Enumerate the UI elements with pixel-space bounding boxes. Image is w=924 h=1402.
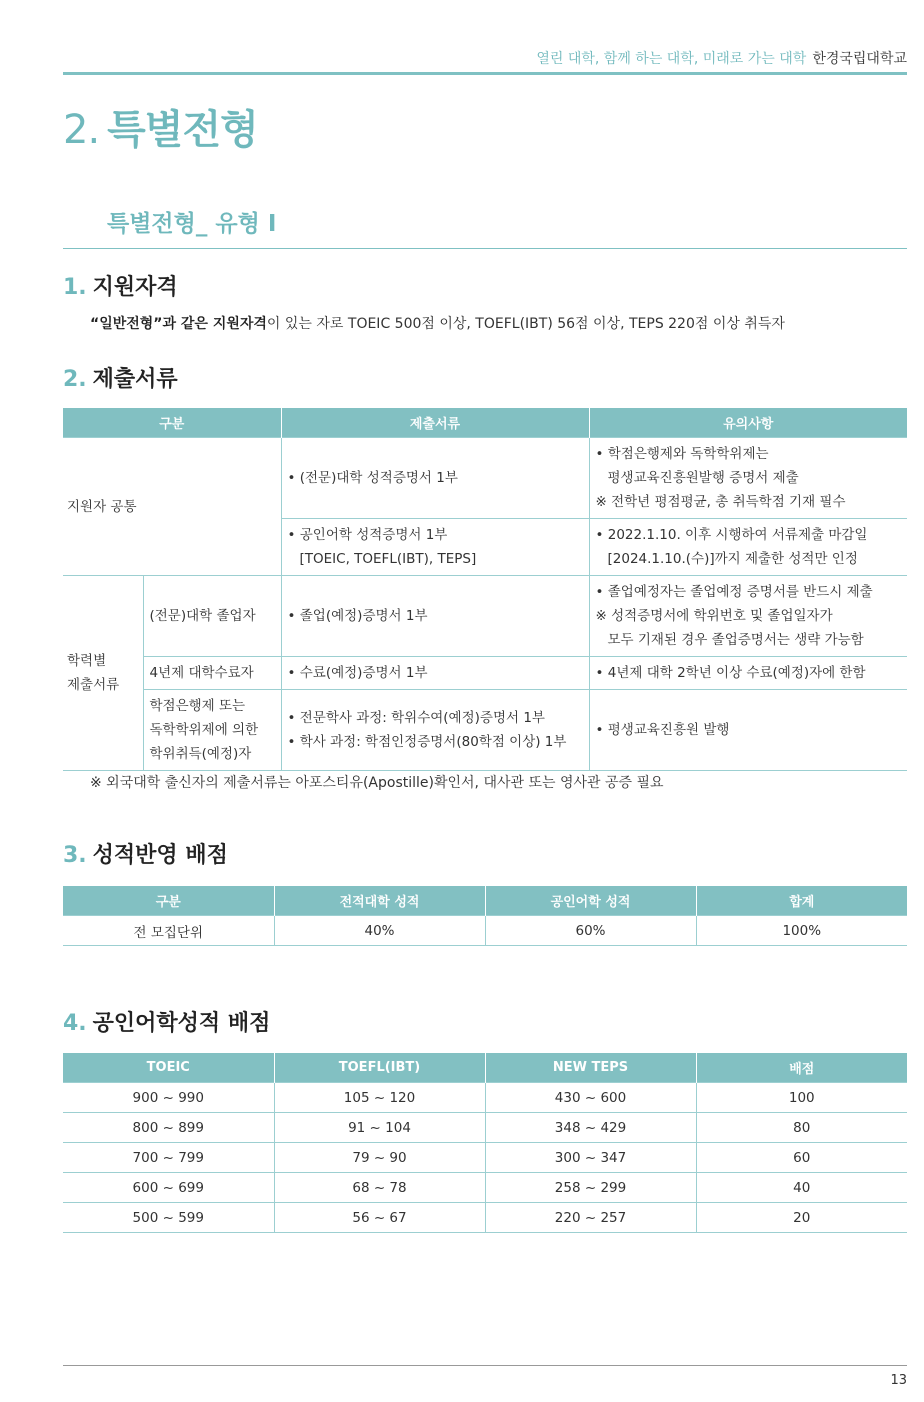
header-rule (63, 72, 907, 75)
section-2-number: 2. (63, 367, 87, 392)
table-cell: 20 (696, 1203, 907, 1233)
row-2-label: 4년제 대학수료자 (143, 657, 281, 690)
table-row (63, 1203, 907, 1233)
table-header-row (63, 1053, 907, 1083)
label-line: 학위취득(예정)자 (149, 746, 252, 762)
header-cell: 전적대학 성적 (274, 886, 485, 916)
table-cell: 40% (274, 916, 485, 946)
qualification-bold: “일반전형”과 같은 지원자격 (90, 316, 267, 332)
score-weight-table (63, 886, 907, 946)
row-3-label (143, 690, 281, 771)
chapter-name: 특별전형 (107, 107, 258, 153)
common-doc-2 (281, 519, 589, 576)
table-cell: 80 (696, 1113, 907, 1143)
row-1-label: (전문)대학 졸업자 (143, 576, 281, 657)
table-cell: 105 ~ 120 (274, 1083, 485, 1113)
common-label: 지원자 공통 (63, 438, 281, 576)
table-cell: 100 (696, 1083, 907, 1113)
footnote: ※ 외국대학 출신자의 제출서류는 아포스티유(Apostille)확인서, 대사관 또는 영사관 공증 필요 (90, 775, 664, 791)
table-cell: 500 ~ 599 (63, 1203, 274, 1233)
table-row (63, 576, 907, 657)
header-slogan (536, 48, 907, 68)
note-line: • 졸업예정자는 졸업예정 증명서를 반드시 제출 (595, 584, 873, 600)
table-cell: 60 (696, 1143, 907, 1173)
row-3-doc (281, 690, 589, 771)
note-line: ※ 전학년 평점평균, 총 취득학점 기재 필수 (595, 494, 846, 510)
common-doc-1: • (전문)대학 성적증명서 1부 (281, 438, 589, 519)
table-cell: 91 ~ 104 (274, 1113, 485, 1143)
table-cell: 79 ~ 90 (274, 1143, 485, 1173)
common-note-2 (589, 519, 907, 576)
school-name: 한경국립대학교 (812, 51, 907, 67)
section-2-heading (63, 362, 178, 393)
table-cell: 300 ~ 347 (485, 1143, 696, 1173)
table-cell: 430 ~ 600 (485, 1083, 696, 1113)
table-cell: 900 ~ 990 (63, 1083, 274, 1113)
note-line: • 학점은행제와 독학학위제는 (595, 446, 769, 462)
table-cell: 700 ~ 799 (63, 1143, 274, 1173)
language-score-table (63, 1053, 907, 1233)
table-cell: 56 ~ 67 (274, 1203, 485, 1233)
table-cell: 60% (485, 916, 696, 946)
header-cell: TOEIC (63, 1053, 274, 1083)
table-cell: 220 ~ 257 (485, 1203, 696, 1233)
label-line: 독학학위제에 의한 (149, 722, 259, 738)
footer-rule (63, 1365, 907, 1366)
table-cell: 600 ~ 699 (63, 1173, 274, 1203)
section-2-title: 제출서류 (92, 367, 178, 392)
table-row (63, 1173, 907, 1203)
documents-table (63, 408, 907, 771)
section-4-heading (63, 1006, 270, 1037)
header-cell: 배점 (696, 1053, 907, 1083)
label-line: 학점은행제 또는 (149, 698, 246, 714)
row-2-doc: • 수료(예정)증명서 1부 (281, 657, 589, 690)
table-cell: 40 (696, 1173, 907, 1203)
header-notes: 유의사항 (589, 408, 907, 438)
row-1-doc: • 졸업(예정)증명서 1부 (281, 576, 589, 657)
label-line: 제출서류 (67, 677, 120, 693)
section-1-number: 1. (63, 275, 87, 300)
doc-line: • 전문학사 과정: 학위수여(예정)증명서 1부 (287, 710, 545, 726)
note-line: [2024.1.10.(수)]까지 제출한 성적만 인정 (607, 551, 858, 567)
doc-line: [TOEIC, TOEFL(IBT), TEPS] (299, 551, 477, 567)
doc-line: • 공인어학 성적증명서 1부 (287, 527, 448, 543)
table-cell: 전 모집단위 (63, 916, 274, 946)
header-cell: 구분 (63, 886, 274, 916)
note-line: 평생교육진흥원발행 증명서 제출 (607, 470, 799, 486)
table-header-row (63, 886, 907, 916)
note-line: 모두 기재된 경우 졸업증명서는 생략 가능함 (607, 632, 864, 648)
qualification-rest: 이 있는 자로 TOEIC 500점 이상, TOEFL(IBT) 56점 이상, TEPS 220점 이상 취득자 (266, 316, 785, 332)
table-row (63, 438, 907, 519)
section-4-number: 4. (63, 1011, 87, 1036)
table-cell: 258 ~ 299 (485, 1173, 696, 1203)
table-cell: 100% (696, 916, 907, 946)
header-cell: 합계 (696, 886, 907, 916)
section-4-title: 공인어학성적 배점 (92, 1011, 271, 1036)
note-line: • 2022.1.10. 이후 시행하여 서류제출 마감일 (595, 527, 868, 543)
header-cell: 공인어학 성적 (485, 886, 696, 916)
header-category: 구분 (63, 408, 281, 438)
section-1-heading (63, 270, 178, 301)
row-2-note: • 4년제 대학 2학년 이상 수료(예정)자에 한함 (589, 657, 907, 690)
doc-line: • 학사 과정: 학점인정증명서(80학점 이상) 1부 (287, 734, 567, 750)
subtitle: 특별전형_ 유형 I (107, 211, 277, 237)
chapter-title (63, 98, 258, 155)
table-row (63, 657, 907, 690)
table-row (63, 1143, 907, 1173)
chapter-number: 2. (63, 107, 100, 153)
table-cell: 348 ~ 429 (485, 1113, 696, 1143)
edu-label (63, 576, 143, 771)
section-3-number: 3. (63, 843, 87, 868)
table-row (63, 916, 907, 946)
table-row (63, 1113, 907, 1143)
slogan-text: 열린 대학, 함께 하는 대학, 미래로 가는 대학 (536, 51, 807, 67)
section-3-heading (63, 838, 228, 869)
table-row (63, 690, 907, 771)
table-row (63, 1083, 907, 1113)
row-1-note (589, 576, 907, 657)
label-line: 학력별 (67, 653, 107, 669)
subtitle-rule (63, 248, 907, 249)
header-cell: NEW TEPS (485, 1053, 696, 1083)
header-cell: TOEFL(IBT) (274, 1053, 485, 1083)
qualification-text (90, 313, 785, 333)
table-header-row (63, 408, 907, 438)
table-cell: 800 ~ 899 (63, 1113, 274, 1143)
section-1-title: 지원자격 (92, 275, 178, 300)
header-documents: 제출서류 (281, 408, 589, 438)
language-score-body (63, 1083, 907, 1233)
section-3-title: 성적반영 배점 (92, 843, 228, 868)
table-cell: 68 ~ 78 (274, 1173, 485, 1203)
page-number: 13 (890, 1373, 907, 1388)
common-note-1 (589, 438, 907, 519)
note-line: ※ 성적증명서에 학위번호 및 졸업일자가 (595, 608, 833, 624)
row-3-note: • 평생교육진흥원 발행 (589, 690, 907, 771)
